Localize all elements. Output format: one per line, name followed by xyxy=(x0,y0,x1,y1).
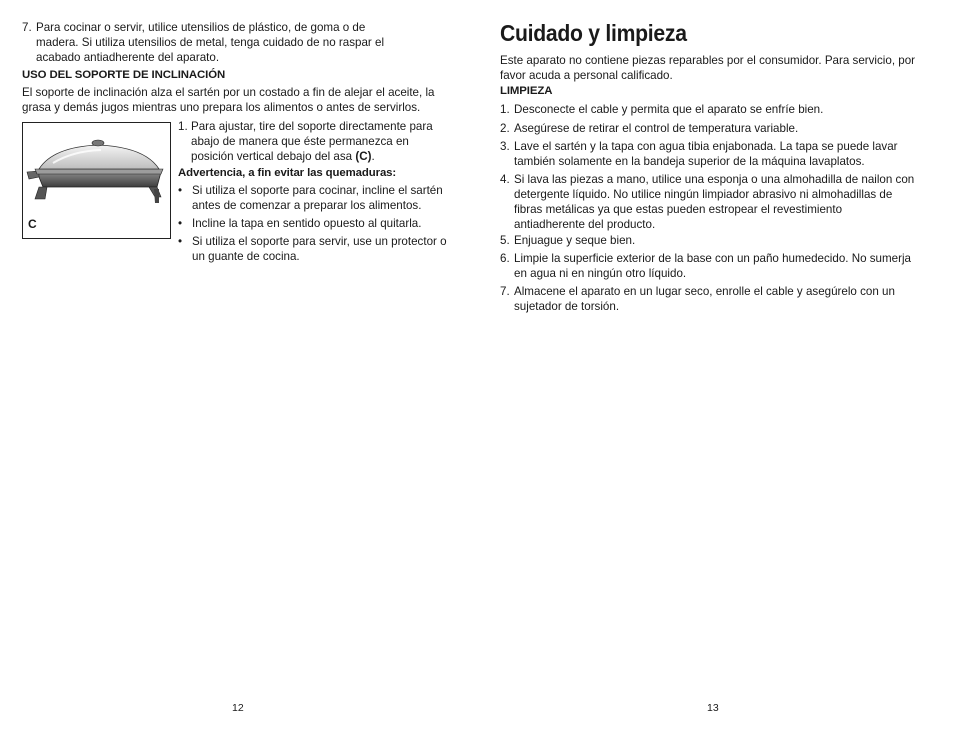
step-text: Enjuague y seque bien. xyxy=(514,234,636,247)
cleaning-step xyxy=(500,102,920,117)
step-number: 4. xyxy=(500,173,510,186)
bullet-glyph: • xyxy=(178,184,183,197)
cleaning-heading: LIMPIEZA xyxy=(500,85,553,97)
tilt-step-1 xyxy=(178,119,448,164)
page-number: 12 xyxy=(232,702,244,714)
warning-item xyxy=(178,216,450,231)
step-number: 3. xyxy=(500,140,510,153)
right-page xyxy=(477,0,954,738)
cleaning-step xyxy=(500,284,920,314)
page-number: 13 xyxy=(707,702,719,714)
warning-item xyxy=(178,183,450,213)
step-text-main: Para ajustar, tire del soporte directamente para abajo de manera que éste permanezca en posición vertical debajo del asa xyxy=(191,120,433,163)
step-number: 7. xyxy=(22,21,32,34)
cleaning-step xyxy=(500,172,915,232)
step-number: 1. xyxy=(178,120,188,133)
warning-heading: Advertencia, a fin evitar las quemaduras: xyxy=(178,167,397,179)
figure-reference: (C) xyxy=(355,150,372,163)
step-number: 7. xyxy=(500,285,510,298)
step-number: 2. xyxy=(500,122,510,135)
skillet-illustration xyxy=(23,123,170,238)
figure-c xyxy=(22,122,171,239)
page-title: Cuidado y limpieza xyxy=(500,20,687,46)
step-number: 5. xyxy=(500,234,510,247)
warning-item xyxy=(178,234,450,264)
warning-text: Si utiliza el soporte para servir, use un protector o un guante de cocina. xyxy=(192,235,447,263)
bullet-glyph: • xyxy=(178,235,183,248)
step-text xyxy=(191,119,448,164)
step-text: Para cocinar o servir, utilice utensilios de plástico, de goma o de madera. Si utiliza utensilios de metal, tenga cuidado de no raspar el acabado antiadherente del aparato. xyxy=(36,21,385,64)
warning-text: Incline la tapa en sentido opuesto al quitarla. xyxy=(192,217,422,230)
step-text: Si lava las piezas a mano, utilice una esponja o una almohadilla de nailon con detergente líquido. No utilice ningún limpiador abrasivo ni almohadillas de fibras metálicas ya que estas pueden estropear el revestimiento antiadherente del producto. xyxy=(514,173,915,231)
cleaning-step xyxy=(500,121,920,136)
step-text: Desconecte el cable y permita que el aparato se enfríe bien. xyxy=(514,103,824,116)
cleaning-step xyxy=(500,251,920,281)
figure-label: C xyxy=(28,217,37,231)
cleaning-step xyxy=(500,139,920,169)
warning-text: Si utiliza el soporte para cocinar, incline el sartén antes de comenzar a preparar los alimentos. xyxy=(192,184,443,212)
step-text: Almacene el aparato en un lugar seco, enrolle el cable y asegúrelo con un sujetador de torsión. xyxy=(514,285,895,313)
bullet-glyph: • xyxy=(178,217,183,230)
step-text: Limpie la superficie exterior de la base con un paño humedecido. No sumerja en agua ni en ningún otro líquido. xyxy=(514,252,911,280)
step-text: Asegúrese de retirar el control de temperatura variable. xyxy=(514,122,799,135)
usage-step-7 xyxy=(22,20,402,65)
step-number: 6. xyxy=(500,252,510,265)
step-text: Lave el sartén y la tapa con agua tibia enjabonada. La tapa se puede lavar también solamente en la bandeja superior de la máquina lavaplatos. xyxy=(514,140,898,168)
tilt-heading: USO DEL SOPORTE DE INCLINACIÓN xyxy=(22,69,226,81)
intro-paragraph: Este aparato no contiene piezas reparables por el consumidor. Para servicio, por favor acuda a personal calificado. xyxy=(500,54,916,82)
step-text-end: . xyxy=(371,150,375,163)
cleaning-step xyxy=(500,233,920,248)
step-number: 1. xyxy=(500,103,510,116)
tilt-intro: El soporte de inclinación alza el sartén por un costado a fin de alejar el aceite, la grasa y demás jugos mientras uno prepara los alimentos o antes de servirlos. xyxy=(22,86,435,114)
